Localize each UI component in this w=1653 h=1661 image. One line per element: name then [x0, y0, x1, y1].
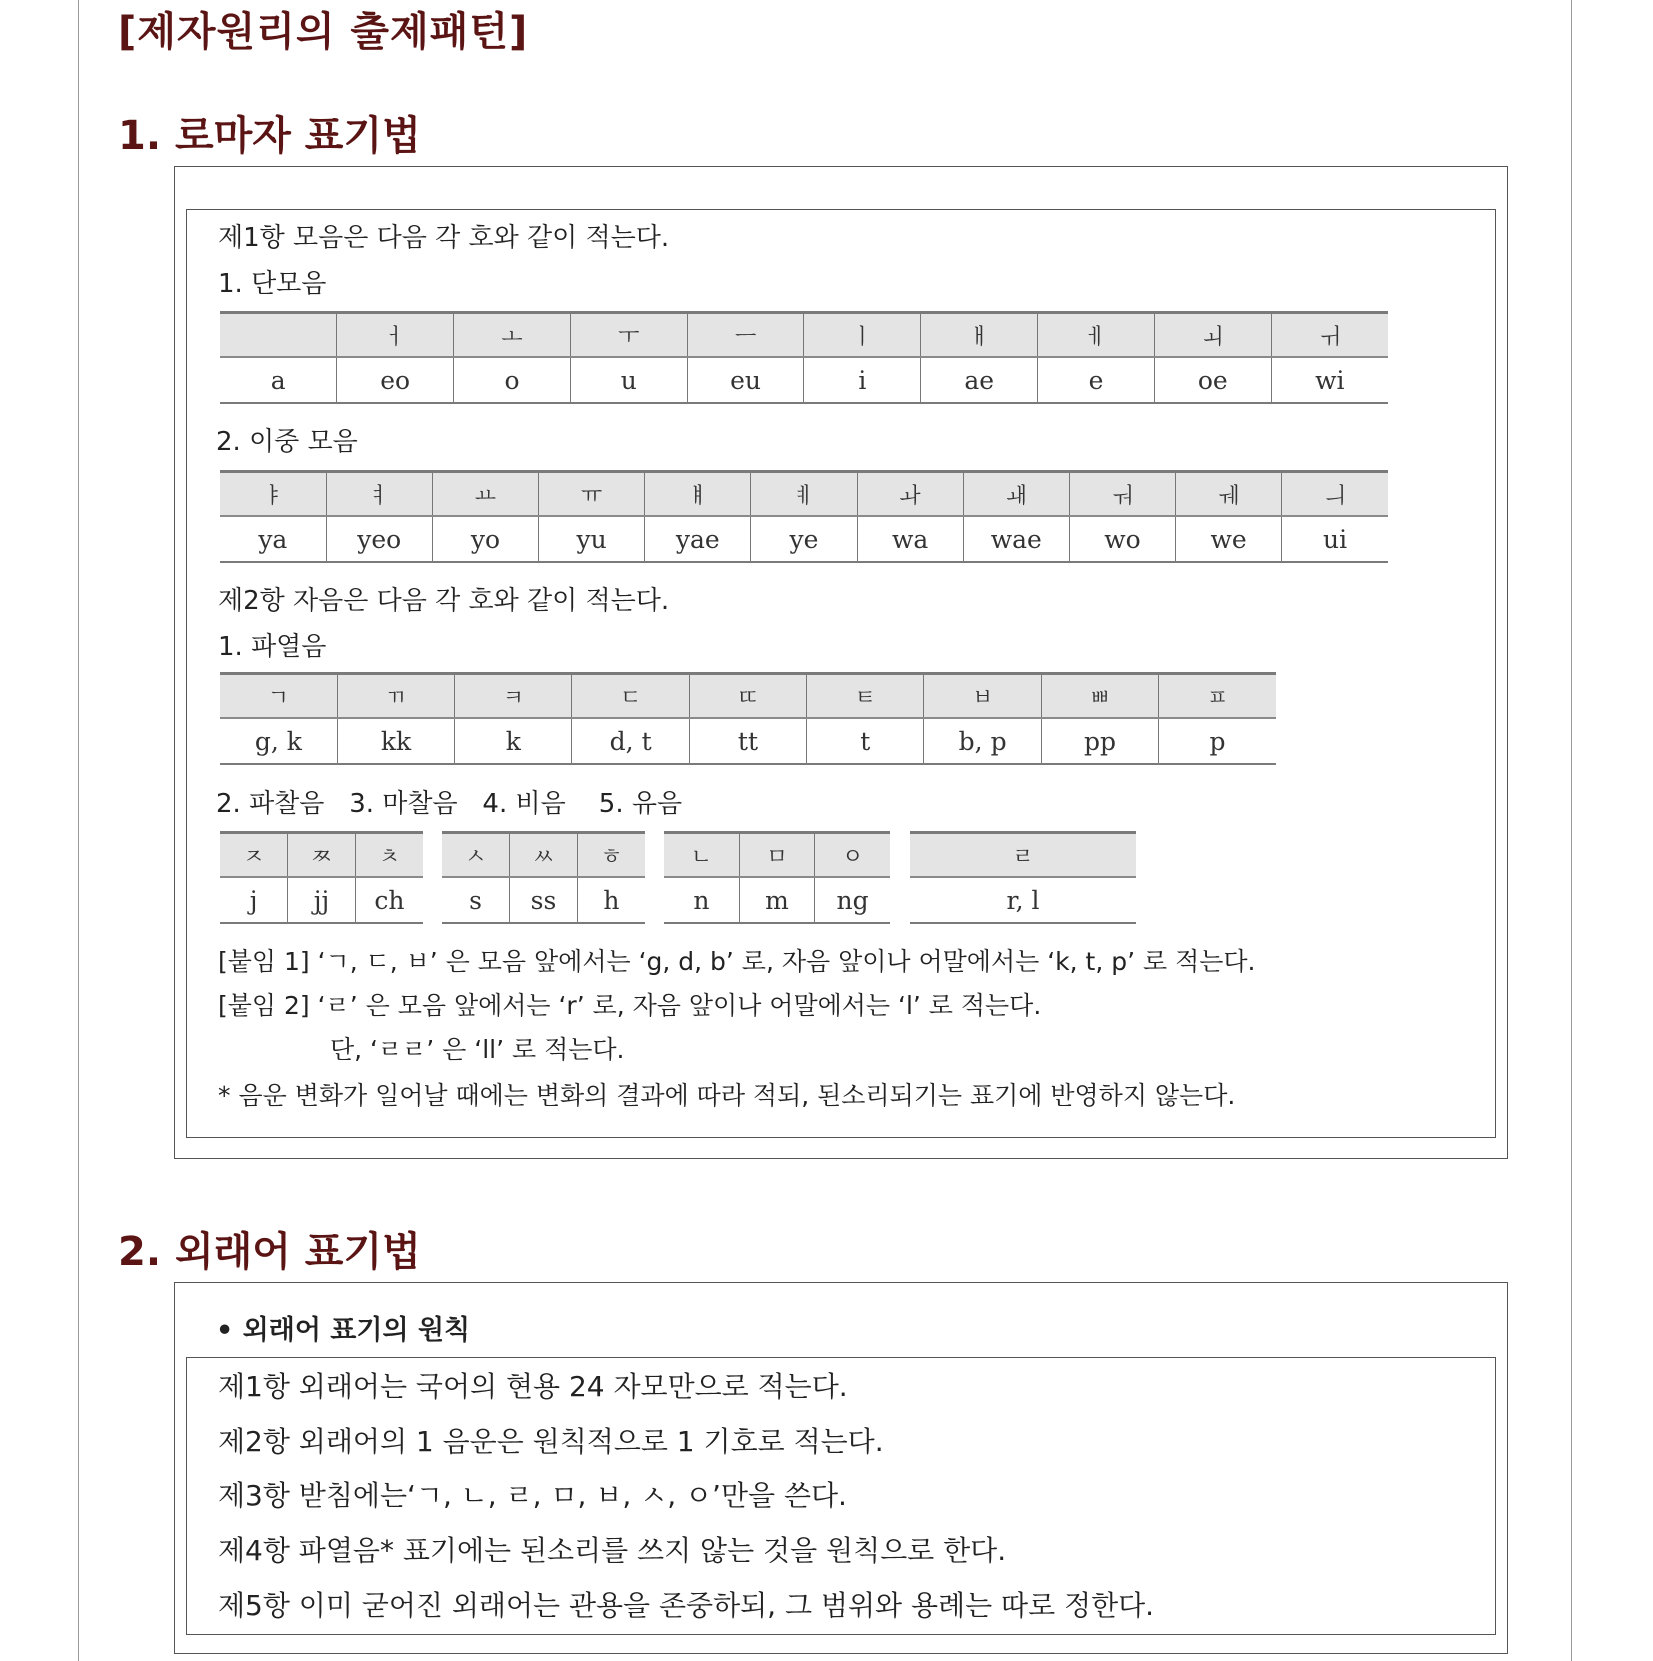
table-cell: ㄹ — [910, 833, 1136, 878]
table-cell: ㄲ — [337, 674, 454, 719]
table-cell: ㅉ — [288, 833, 356, 878]
table-cell: ㅎ — [577, 833, 645, 878]
table-cell: h — [577, 877, 645, 923]
table-cell: ya — [220, 516, 326, 562]
table-cell: ㅕ — [326, 472, 432, 517]
fricatives-table — [442, 831, 645, 924]
table-cell: ng — [815, 877, 890, 923]
table-cell: ye — [751, 516, 857, 562]
table-cell: we — [1176, 516, 1282, 562]
table-cell: m — [739, 877, 814, 923]
page-title: [제자원리의 출제패턴] — [118, 9, 529, 55]
table-cell: ㅛ — [432, 472, 538, 517]
loanword-rule-3: 제3항 받침에는‘ㄱ, ㄴ, ㄹ, ㅁ, ㅂ, ㅅ, ㅇ’만을 쓴다. — [218, 1479, 847, 1512]
table-cell: a — [220, 357, 337, 403]
table-cell: ㅟ — [1271, 313, 1388, 358]
table-cell: eu — [687, 357, 804, 403]
table-cell: yae — [645, 516, 751, 562]
table-cell: d, t — [572, 718, 689, 764]
table-cell: eo — [337, 357, 454, 403]
table-cell: ㅓ — [337, 313, 454, 358]
table-cell: ㅁ — [739, 833, 814, 878]
table-cell: ㅡ — [687, 313, 804, 358]
table-cell: wa — [857, 516, 963, 562]
loanword-rule-2: 제2항 외래어의 1 음운은 원칙적으로 1 기호로 적는다. — [218, 1425, 884, 1458]
table-cell: yeo — [326, 516, 432, 562]
page-border-left — [78, 0, 79, 1661]
table-cell: ㅢ — [1282, 472, 1388, 517]
table-cell: ㅙ — [963, 472, 1069, 517]
table-cell: wo — [1069, 516, 1175, 562]
table-cell: ss — [510, 877, 578, 923]
table-cell: n — [664, 877, 739, 923]
table-cell: ㅈ — [220, 833, 288, 878]
plosives-table — [220, 672, 1276, 765]
table-cell: ㅣ — [804, 313, 921, 358]
table-cell: ch — [355, 877, 423, 923]
table-cell: e — [1038, 357, 1155, 403]
table-cell: ㅝ — [1069, 472, 1175, 517]
table-cell: ㅠ — [539, 472, 645, 517]
table-cell: ㅊ — [355, 833, 423, 878]
subheading-diphthongs: 2. 이중 모음 — [216, 427, 358, 457]
subheading-other-consonants: 2. 파찰음 3. 마찰음 4. 비음 5. 유음 — [216, 789, 683, 819]
loanword-rule-5: 제5항 이미 굳어진 외래어는 관용을 존중하되, 그 범위와 용례는 따로 정한다. — [218, 1589, 1155, 1622]
table-cell: ㄸ — [689, 674, 806, 719]
note-1: [붙임 1] ‘ㄱ, ㄷ, ㅂ’ 은 모음 앞에서는 ‘g, d, b’ 로, 자음 앞이나 어말에서는 ‘k, t, p’ 로 적는다. — [218, 947, 1256, 976]
table-cell: wae — [963, 516, 1069, 562]
nasals-table — [664, 831, 890, 924]
subheading-plosives: 1. 파열음 — [218, 632, 327, 662]
loanword-principle-heading: • 외래어 표기의 원칙 — [216, 1315, 471, 1346]
table-cell: ㅔ — [1038, 313, 1155, 358]
table-cell: ㅂ — [924, 674, 1041, 719]
table-cell: t — [807, 718, 924, 764]
loanword-rule-4: 제4항 파열음* 표기에는 된소리를 쓰지 않는 것을 원칙으로 한다. — [218, 1534, 1007, 1567]
table-cell: ㅚ — [1154, 313, 1271, 358]
section-title-romanization: 1. 로마자 표기법 — [118, 113, 421, 159]
table-cell: pp — [1041, 718, 1158, 764]
table-cell: i — [804, 357, 921, 403]
subheading-simple-vowels: 1. 단모음 — [218, 269, 327, 299]
liquids-table — [910, 831, 1136, 924]
table-cell: oe — [1154, 357, 1271, 403]
table-cell: ㅞ — [1176, 472, 1282, 517]
table-cell: ㄱ — [220, 674, 337, 719]
table-cell: ㄴ — [664, 833, 739, 878]
table-cell: ㅖ — [751, 472, 857, 517]
table-cell: b, p — [924, 718, 1041, 764]
affricates-table — [220, 831, 423, 924]
note-2: [붙임 2] ‘ㄹ’ 은 모음 앞에서는 ‘r’ 로, 자음 앞이나 어말에서는 ‘l’ 로 적는다. — [218, 991, 1042, 1020]
table-cell: yu — [539, 516, 645, 562]
table-cell: ㅗ — [454, 313, 571, 358]
table-cell: jj — [288, 877, 356, 923]
note-3: 단, ‘ㄹㄹ’ 은 ‘ll’ 로 적는다. — [330, 1035, 625, 1064]
table-cell: j — [220, 877, 288, 923]
table-cell: p — [1159, 718, 1276, 764]
simple-vowels-table — [220, 311, 1388, 404]
article-1-vowels: 제1항 모음은 다음 각 호와 같이 적는다. — [218, 223, 670, 253]
diphthongs-table — [220, 470, 1388, 563]
section-title-loanwords: 2. 외래어 표기법 — [118, 1229, 421, 1275]
table-cell: ㅇ — [815, 833, 890, 878]
table-cell: ae — [921, 357, 1038, 403]
table-cell: o — [454, 357, 571, 403]
table-cell: ㅅ — [442, 833, 510, 878]
table-cell — [220, 313, 337, 358]
article-2-consonants: 제2항 자음은 다음 각 호와 같이 적는다. — [218, 586, 670, 616]
table-cell: ㅐ — [921, 313, 1038, 358]
table-cell: ㅘ — [857, 472, 963, 517]
table-cell: g, k — [220, 718, 337, 764]
table-cell: ㅃ — [1041, 674, 1158, 719]
table-cell: ui — [1282, 516, 1388, 562]
table-cell: tt — [689, 718, 806, 764]
table-cell: wi — [1271, 357, 1388, 403]
loanword-rule-1: 제1항 외래어는 국어의 현용 24 자모만으로 적는다. — [218, 1370, 848, 1403]
table-cell: r, l — [910, 877, 1136, 923]
table-cell: ㅌ — [807, 674, 924, 719]
table-cell: ㅜ — [570, 313, 687, 358]
page-border-right — [1571, 0, 1572, 1661]
note-4: * 음운 변화가 일어날 때에는 변화의 결과에 따라 적되, 된소리되기는 표기에 반영하지 않는다. — [218, 1081, 1236, 1110]
table-cell: ㅋ — [455, 674, 572, 719]
table-cell: yo — [432, 516, 538, 562]
table-cell: ㅑ — [220, 472, 326, 517]
table-cell: ㅍ — [1159, 674, 1276, 719]
table-cell: kk — [337, 718, 454, 764]
table-cell: ㅒ — [645, 472, 751, 517]
table-cell: ㅆ — [510, 833, 578, 878]
table-cell: ㄷ — [572, 674, 689, 719]
table-cell: s — [442, 877, 510, 923]
table-cell: u — [570, 357, 687, 403]
table-cell: k — [455, 718, 572, 764]
